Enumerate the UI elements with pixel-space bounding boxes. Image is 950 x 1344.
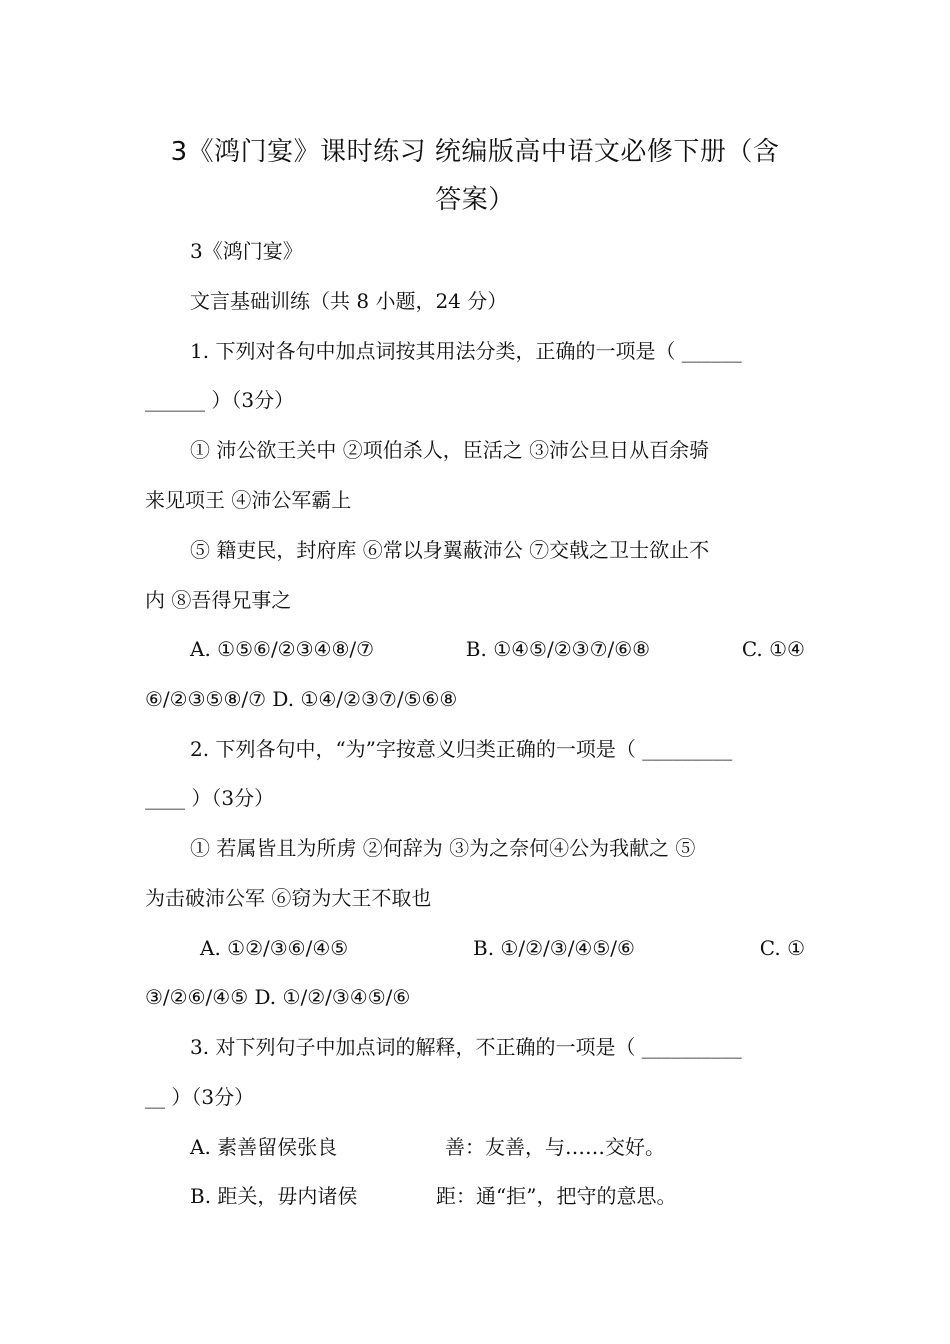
q2-option-c: C. ① [759, 936, 805, 960]
section-heading: 文言基础训练（共 8 小题，24 分） [190, 289, 508, 313]
q2-stem-line-1: 2. 下列各句中，“为”字按意义归类正确的一项是（ _________ [190, 737, 733, 761]
q2-items-line-1: ① 若属皆且为所虏 ②何辞为 ③为之奈何④公为我献之 ⑤ [190, 836, 696, 860]
q2-items-line-2: 为击破沛公军 ⑥窃为大王不取也 [145, 886, 432, 910]
q1-items-line-3: ⑤ 籍吏民，封府库 ⑥常以身翼蔽沛公 ⑦交戟之卫士欲止不 [190, 538, 710, 562]
q3-option-a-gloss: 善：友善，与……交好。 [445, 1135, 665, 1159]
title-line-2: 答案） [435, 185, 515, 215]
title-line-1: 3《鸿门宴》课时练习 统编版高中语文必修下册（含 [170, 137, 780, 167]
q2-options-line-2: ③/②⑥/④⑤ D. ①/②/③④⑤/⑥ [145, 985, 411, 1009]
q1-stem-line-2: ______ ）（3分） [145, 388, 295, 412]
document-title [145, 128, 805, 224]
q1-items-line-2: 来见项王 ④沛公军霸上 [145, 488, 352, 512]
q2-option-a: A. ①②/③⑥/④⑤ [200, 936, 349, 960]
q2-option-b: B. ①/②/③/④⑤/⑥ [473, 936, 635, 960]
q1-option-b: B. ①④⑤/②③⑦/⑥⑧ [465, 637, 651, 661]
q3-stem-line-2: __ ）（3分） [145, 1085, 255, 1109]
q1-items-line-4: 内 ⑧吾得兄事之 [145, 588, 292, 612]
q1-options-line-1 [190, 634, 805, 664]
lesson-label: 3《鸿门宴》 [190, 239, 303, 263]
q3-stem-line-1: 3. 对下列句子中加点词的解释，不正确的一项是（ __________ [190, 1035, 742, 1059]
q1-items-line-1: ① 沛公欲王关中 ②项伯杀人，臣活之 ③沛公旦日从百余骑 [190, 438, 710, 462]
q3-option-b-gloss: 距：通“拒”，把守的意思。 [436, 1184, 677, 1208]
q2-options-line-1 [200, 933, 805, 963]
q2-stem-line-2: ____ ）（3分） [145, 786, 275, 810]
q1-options-line-2: ⑥/②③⑤⑧/⑦ D. ①④/②③⑦/⑤⑥⑧ [145, 687, 458, 711]
q1-stem-line-1: 1. 下列对各句中加点词按其用法分类，正确的一项是（ ______ [190, 339, 742, 363]
q3-option-a-sentence: A. 素善留侯张良 [190, 1135, 338, 1159]
q3-option-b-sentence: B. 距关，毋内诸侯 [190, 1184, 358, 1208]
q1-option-c: C. ①④ [741, 637, 805, 661]
q1-option-a: A. ①⑤⑥/②③④⑧/⑦ [190, 637, 375, 661]
